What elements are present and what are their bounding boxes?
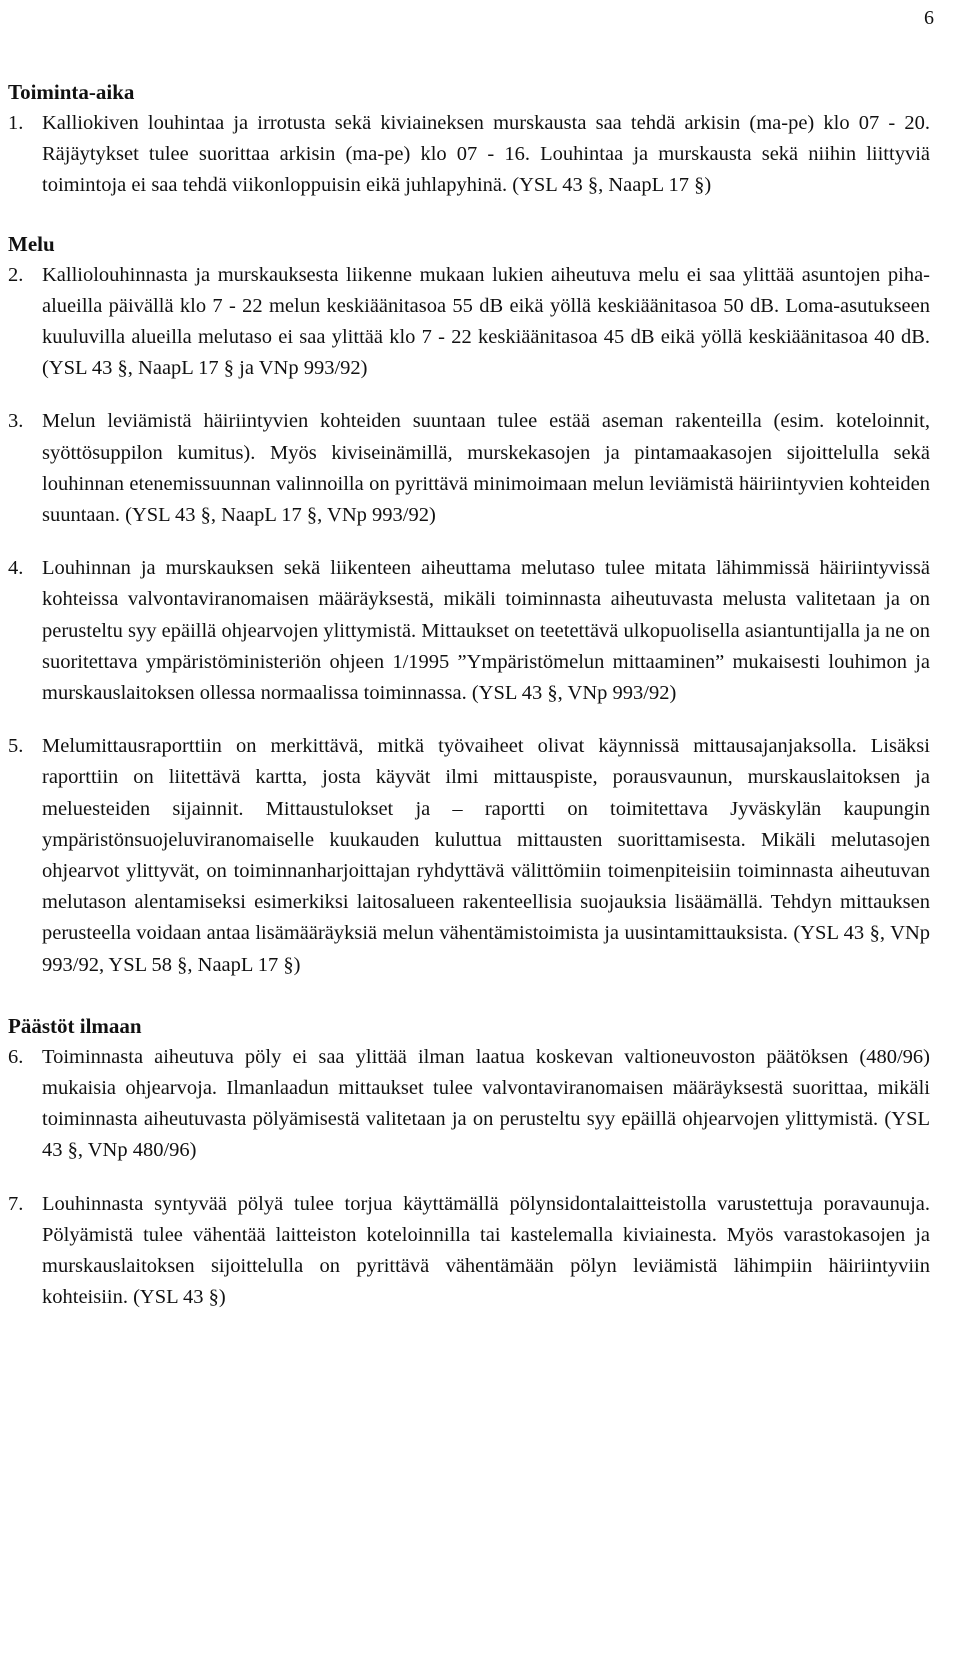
spacer bbox=[8, 981, 930, 1011]
paragraph-text: Kalliolouhinnasta ja murskauksesta liikenne mukaan lukien aiheutuva melu ei saa ylittää asuntojen piha-alueilla päivällä klo 7 - 22 melun keskiäänitasoa 55 dB eikä yöllä keskiäänitasoa 50 dB. Loma-asutukseen kuuluvilla alueilla melutaso ei saa ylittää klo 7 - 22 keskiäänitasoa 45 dB eikä yöllä keskiäänitasoa 40 dB. (YSL 43 §, NaapL 17 § ja VNp 993/92) bbox=[42, 263, 930, 380]
section-melu bbox=[8, 229, 930, 981]
paragraph-number: 4. bbox=[8, 557, 24, 580]
paragraph-number: 5. bbox=[8, 735, 24, 758]
section-heading: Toiminta-aika bbox=[8, 80, 135, 104]
section-toiminta-aika bbox=[8, 77, 930, 202]
paragraph-text: Louhinnasta syntyvää pölyä tulee torjua käyttämällä pölynsidontalaitteistolla varustettuja poravaunuja. Pölyämistä tulee vähentää laitteiston koteloinnilla tai kastelemalla kiviainesta. Myös varastokasojen ja murskauslaitoksen sijoittelulla on pyrittävä vähentämään pölyn leviämistä lähimpiin häiriintyviin kohteisiin. (YSL 43 §) bbox=[42, 1192, 930, 1309]
paragraph-text: Melumittausraporttiin on merkittävä, mitkä työvaiheet olivat käynnissä mittausajanjaksolla. Lisäksi raporttiin on liitettävä kartta, josta käyvät ilmi mittauspiste, porausvaunun, murskauslaitoksen ja meluesteiden sijainnit. Mittaustulokset ja – raportti on toimitettava Jyväskylän kaupungin ympäristönsuojeluviranomaiselle kuukauden kuluttua mittausten suorittamisesta. Mikäli melutasojen ohjearvot ylittyvät, on toiminnanharjoittajan ryhdyttävä välittömiin toimenpiteisiin toiminnasta aiheutuvan melutason alentamiseksi esimerkiksi laitosalueen rakenteellisia suojauksia lisäämällä. Tehdyn mittauksen perusteella voidaan antaa lisämääräyksiä melun vähentämistoimista ja uusintamittauksista. (YSL 43 §, VNp 993/92, YSL 58 §, NaapL 17 §) bbox=[42, 735, 930, 976]
paragraph-text: Toiminnasta aiheutuva pöly ei saa ylittää ilman laatua koskevan valtioneuvoston päätöksen (480/96) mukaisia ohjearvoja. Ilmanlaadun mittaukset tulee valvontaviranomaisen määräyksestä suorittaa, mikäli toiminnasta aiheutuvasta pölyämisestä valitetaan ja on perusteltu syy epäillä ohjearvojen ylittymistä. (YSL 43 §, VNp 480/96) bbox=[42, 1045, 930, 1162]
numbered-paragraph bbox=[8, 1189, 930, 1314]
page-number: 6 bbox=[924, 7, 934, 29]
section-paastot-ilmaan bbox=[8, 1011, 930, 1314]
paragraph-number: 6. bbox=[8, 1045, 24, 1068]
paragraph-number: 1. bbox=[8, 112, 24, 134]
paragraph-text: Melun leviämistä häiriintyvien kohteiden suuntaan tulee estää aseman rakenteilla (esim. koteloinnit, syöttösuppilon kumitus). Myös kiviseinämillä, murskekasojen ja pintamaakasojen sijoittelulla sekä louhinnan etenemissuunnan valinnoilla on pyrittävä minimoimaan melun leviämistä häiriintyvien kohteiden suuntaan. (YSL 43 §, NaapL 17 §, VNp 993/92) bbox=[42, 410, 930, 527]
numbered-paragraph bbox=[8, 553, 930, 709]
document-body bbox=[8, 77, 930, 1314]
paragraph-number: 2. bbox=[8, 263, 24, 286]
paragraph-text: Kalliokiven louhintaa ja irrotusta sekä kiviaineksen murskausta saa tehdä arkisin (ma-pe) klo 07 - 20. Räjäytykset tulee suorittaa arkisin (ma-pe) klo 07 - 16. Louhintaa ja murskausta sekä niihin liittyviä toimintoja ei saa tehdä viikonloppuisin eikä juhlapyhinä. (YSL 43 §, NaapL 17 §) bbox=[42, 112, 930, 197]
spacer bbox=[8, 202, 930, 229]
numbered-paragraph bbox=[8, 731, 930, 981]
paragraph-text: Louhinnan ja murskauksen sekä liikenteen aiheuttama melutaso tulee mitata lähimmissä häiriintyvissä kohteissa valvontaviranomaisen määräyksestä, mikäli toiminnasta aiheutuvasta melusta valitetaan ja on perusteltu syy epäillä ohjearvojen ylittymistä. Mittaukset on teetettävä ulkopuolisella asiantuntijalla ja ne on suoritettava ympäristöministeriön ohjeen 1/1995 ”Ympäristömelun mittaaminen” mukaisesti louhimon ja murskauslaitoksen ollessa normaalissa toiminnassa. (YSL 43 §, VNp 993/92) bbox=[42, 557, 930, 705]
spacer bbox=[8, 709, 930, 731]
numbered-paragraph bbox=[8, 1042, 930, 1167]
paragraph-number: 7. bbox=[8, 1192, 24, 1215]
spacer bbox=[8, 531, 930, 553]
section-heading: Melu bbox=[8, 231, 55, 256]
paragraph-number: 3. bbox=[8, 410, 24, 433]
section-heading: Päästöt ilmaan bbox=[8, 1013, 142, 1038]
numbered-paragraph bbox=[8, 260, 930, 385]
spacer bbox=[8, 1167, 930, 1189]
numbered-paragraph bbox=[8, 108, 930, 202]
spacer bbox=[8, 384, 930, 406]
numbered-paragraph bbox=[8, 406, 930, 531]
